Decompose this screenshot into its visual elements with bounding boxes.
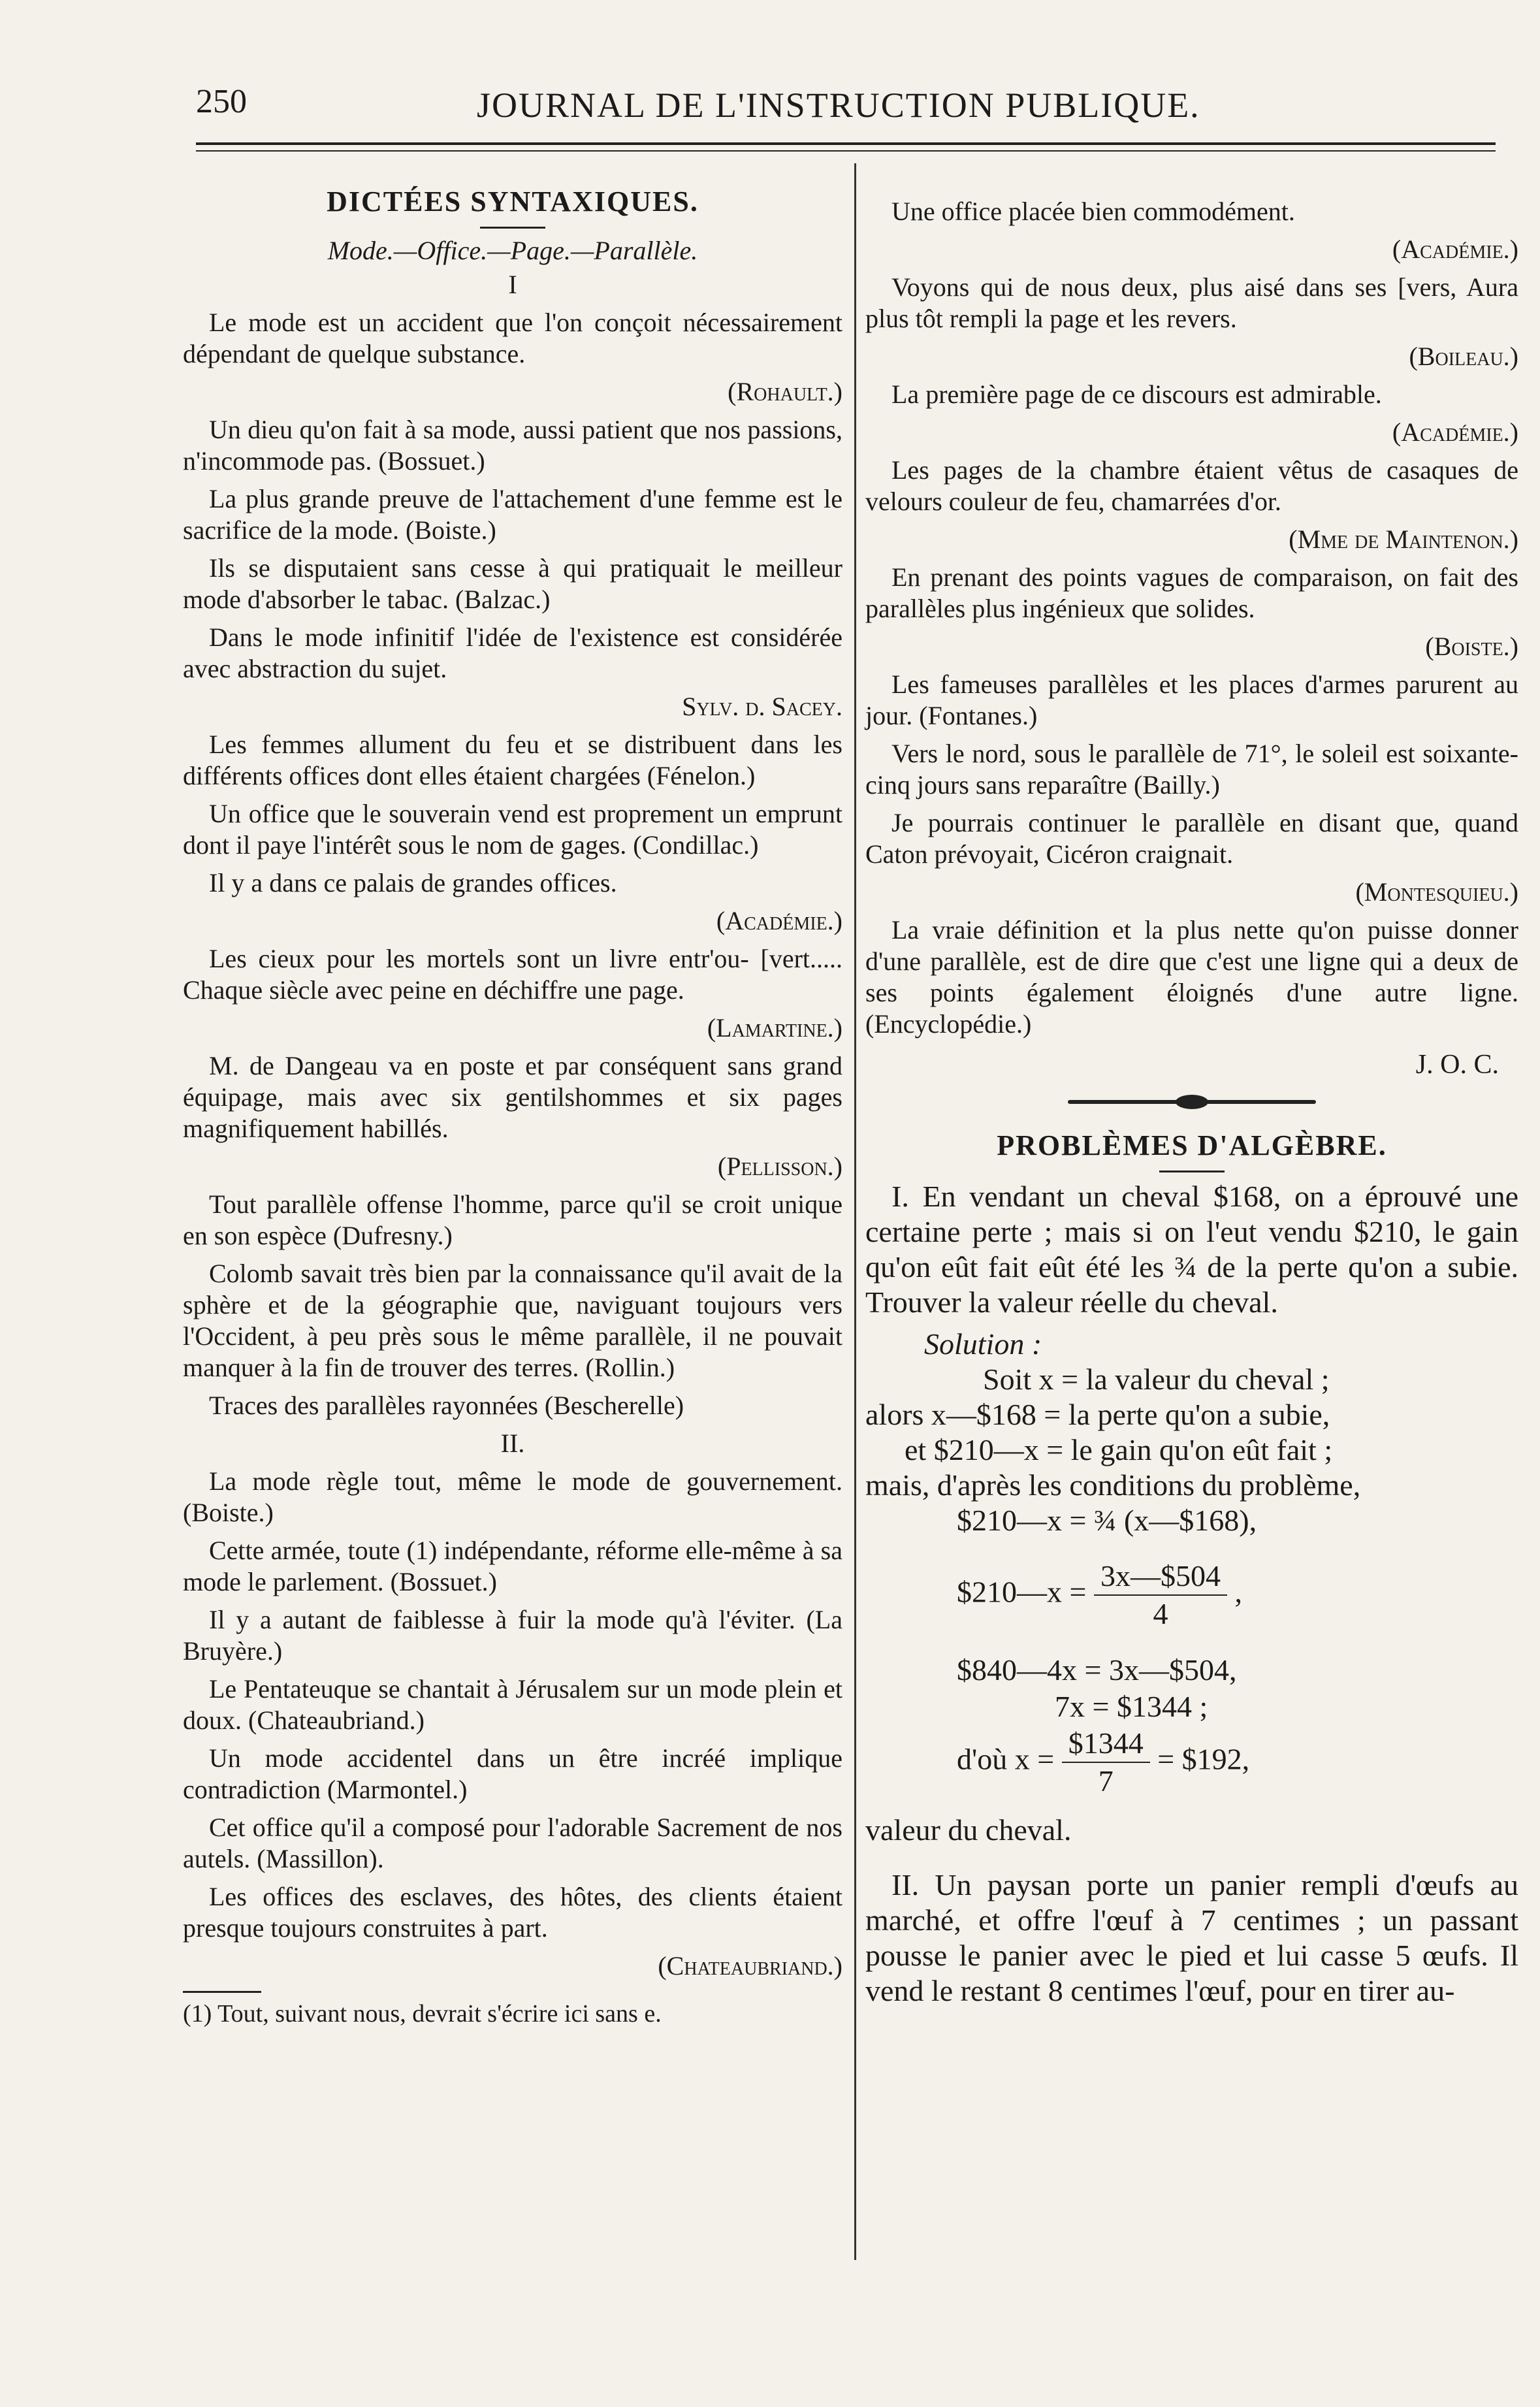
dictee-entry: Tout parallèle offense l'homme, parce qu'il se croit unique en son espèce (Dufresny.) [183, 1189, 842, 1250]
dictee-entry: M. de Dangeau va en poste et par conséquent sans grand équipage, mais avec six gentilshommes et six pages magnifiquement habillés. [183, 1051, 842, 1143]
dictee-entry-source: (Montesquieu.) [1355, 877, 1518, 907]
dictee-entry: Une office placée bien commodément. [891, 197, 1295, 226]
dictee-entry-source: (Académie.) [1392, 234, 1518, 264]
column-divider [854, 163, 856, 2260]
dictee-entry: Il y a autant de faiblesse à fuir la mode qu'à l'éviter. (La Bruyère.) [183, 1605, 842, 1666]
equation-3: 7x = $1344 ; [1055, 1690, 1208, 1723]
right-entries [865, 196, 1518, 1040]
footnote-rule [183, 1991, 261, 1993]
equation-1 [865, 1558, 1518, 1632]
solution-line-5: $210—x = ¾ (x—$168), [957, 1504, 1257, 1537]
dictee-entry: Les cieux pour les mortels sont un livre entr'ou- [vert..... Chaque siècle avec peine en déchiffre une page. [183, 944, 842, 1005]
equation-4-left: d'où x = [957, 1742, 1055, 1776]
dictee-entry: Cette armée, toute (1) indépendante, réforme elle-même à sa mode le parlement. (Bossuet.) [183, 1536, 842, 1596]
dictee-entry-source: (Rohault.) [728, 377, 842, 406]
dictee-entry: Les pages de la chambre étaient vêtus de casaques de velours couleur de feu, chamarrées d'or. [865, 455, 1518, 516]
header-rule-thin [196, 150, 1496, 152]
dictee-entry: Voyons qui de nous deux, plus aisé dans ses [vers, Aura plus tôt rempli la page et les revers. [865, 272, 1518, 333]
dictee-entry-source: Sylv. d. Sacey. [682, 692, 842, 721]
solution-line-1: Soit x = la valeur du cheval ; [983, 1363, 1330, 1396]
right-column [865, 196, 1518, 2015]
dictee-entry: Ils se disputaient sans cesse à qui pratiquait le meilleur mode d'absorber le tabac. (Balzac.) [183, 553, 842, 614]
equation-1-denominator: 4 [1153, 1597, 1168, 1630]
dictee-entry: Traces des parallèles rayonnées (Bescherelle) [209, 1391, 684, 1420]
solution-line-2: alors x—$168 = la perte qu'on a subie, [865, 1398, 1330, 1431]
dictee-entry: Le Pentateuque se chantait à Jérusalem sur un mode plein et doux. (Chateaubriand.) [183, 1674, 842, 1735]
equation-4 [865, 1725, 1518, 1800]
solution-line-4: mais, d'après les conditions du problème, [865, 1468, 1361, 1502]
dictee-entry: La vraie définition et la plus nette qu'on puisse donner d'une parallèle, est de dire que c'est une ligne qui a deux de ses points également éloignés d'une autre ligne. (Encyclopédie.) [865, 915, 1518, 1039]
heading-rule [480, 227, 545, 229]
dictee-entry: Un mode accidentel dans un être incréé implique contradiction (Marmontel.) [183, 1743, 842, 1804]
dictee-entry-source: (Lamartine.) [707, 1013, 842, 1042]
dictee-entry: Un office que le souverain vend est proprement un emprunt dont il paye l'intérêt sous le nom de gages. (Condillac.) [183, 799, 842, 860]
dictee-entry: Vers le nord, sous le parallèle de 71°, le soleil est soixante-cinq jours sans reparaître (Bailly.) [865, 739, 1518, 800]
dictee-entry: Les offices des esclaves, des hôtes, des clients étaient presque toujours construites à part. [183, 1882, 842, 1943]
algebra-heading-rule [1159, 1171, 1225, 1172]
dictee-entry: Dans le mode infinitif l'idée de l'existence est considérée avec abstraction du sujet. [183, 622, 842, 683]
equation-1-fraction [1094, 1558, 1227, 1632]
dictee-entry: Les femmes allument du feu et se distribuent dans les différents offices dont elles étaient chargées (Fénelon.) [183, 730, 842, 790]
dictee-entry-source: (Boileau.) [1409, 342, 1518, 371]
problem-2: II. Un paysan porte un panier rempli d'œufs au marché, et offre l'œuf à 7 centimes ; un passant pousse le panier avec le pied et lui casse 5 œufs. Il vend le restant 8 centimes l'œuf, pour en tirer au- [865, 1868, 1518, 2007]
dictees-subtitle: Mode.—Office.—Page.—Parallèle. [327, 236, 698, 265]
dictee-entry: Je pourrais continuer le parallèle en disant que, quand Caton prévoyait, Cicéron craignait. [865, 808, 1518, 869]
equation-2: $840—4x = 3x—$504, [957, 1653, 1237, 1687]
page-header [0, 77, 1540, 136]
section-numeral-1: I [508, 270, 517, 299]
dictee-entry: Un dieu qu'on fait à sa mode, aussi patient que nos passions, n'incommode pas. (Bossuet.) [183, 415, 842, 476]
signature: J. O. C. [1415, 1050, 1499, 1080]
journal-title: JOURNAL DE L'INSTRUCTION PUBLIQUE. [477, 86, 1200, 125]
dictee-entry-source: (Chateaubriand.) [658, 1951, 842, 1980]
equation-1-left: $210—x = [957, 1575, 1087, 1609]
header-rule [196, 142, 1496, 145]
left-column [183, 186, 842, 2028]
equation-4-denominator: 7 [1098, 1764, 1114, 1798]
dictee-entry: Il y a dans ce palais de grandes offices. [209, 868, 617, 897]
section-1-entries [183, 307, 842, 1421]
section-2-entries [183, 1466, 842, 1982]
dictee-entry: Les fameuses parallèles et les places d'armes parurent au jour. (Fontanes.) [865, 670, 1518, 730]
dictee-entry-source: (Pellisson.) [717, 1152, 842, 1181]
solution-label: Solution : [924, 1327, 1042, 1361]
dictee-entry-source: (Académie.) [1392, 417, 1518, 447]
dictee-entry-source: (Mme de Maintenon.) [1289, 525, 1518, 554]
dictee-entry: La première page de ce discours est admirable. [891, 380, 1382, 409]
solution-line-3: et $210—x = le gain qu'on eût fait ; [905, 1433, 1333, 1466]
dictee-entry-source: (Académie.) [716, 906, 842, 935]
dictee-entry: Cet office qu'il a composé pour l'adorable Sacrement de nos autels. (Massillon). [183, 1813, 842, 1873]
equation-4-fraction [1062, 1725, 1150, 1800]
dictee-entry: En prenant des points vagues de comparaison, on fait des parallèles plus ingénieux que solides. [865, 562, 1518, 623]
dictees-heading: DICTÉES SYNTAXIQUES. [327, 186, 699, 218]
equation-4-numerator: $1344 [1068, 1726, 1144, 1760]
equation-1-numerator: 3x—$504 [1100, 1559, 1221, 1592]
ornament-divider [1068, 1100, 1316, 1104]
algebra-heading: PROBLÈMES D'ALGÈBRE. [997, 1129, 1387, 1161]
page-number: 250 [196, 83, 247, 120]
equation-1-end: , [1234, 1575, 1242, 1609]
dictee-entry: Le mode est un accident que l'on conçoit nécessairement dépendant de quelque substance. [183, 308, 842, 368]
dictee-entry: La mode règle tout, même le mode de gouvernement. (Boiste.) [183, 1466, 842, 1527]
dictee-entry: Colomb savait très bien par la connaissance qu'il avait de la sphère et de la géographie que, naviguant toujours vers l'Occident, à peu près sous le même parallèle, il ne pouvait manquer à la fin de trouver des terres. (Rollin.) [183, 1259, 842, 1382]
dictee-entry-source: (Boiste.) [1425, 632, 1518, 661]
solution-conclusion: valeur du cheval. [865, 1813, 1072, 1847]
footnote: (1) Tout, suivant nous, devrait s'écrire ici sans e. [183, 2000, 662, 2027]
dictee-entry: La plus grande preuve de l'attachement d'une femme est le sacrifice de la mode. (Boiste.) [183, 484, 842, 545]
equation-4-right: = $192, [1157, 1742, 1250, 1776]
problem-1: I. En vendant un cheval $168, on a éprouvé une certaine perte ; mais si on l'eut vendu $210, le gain qu'on eût fait eût été les ¾ de la perte qu'on a subie. Trouver la valeur réelle du cheval. [865, 1180, 1518, 1319]
section-numeral-2: II. [500, 1429, 525, 1458]
